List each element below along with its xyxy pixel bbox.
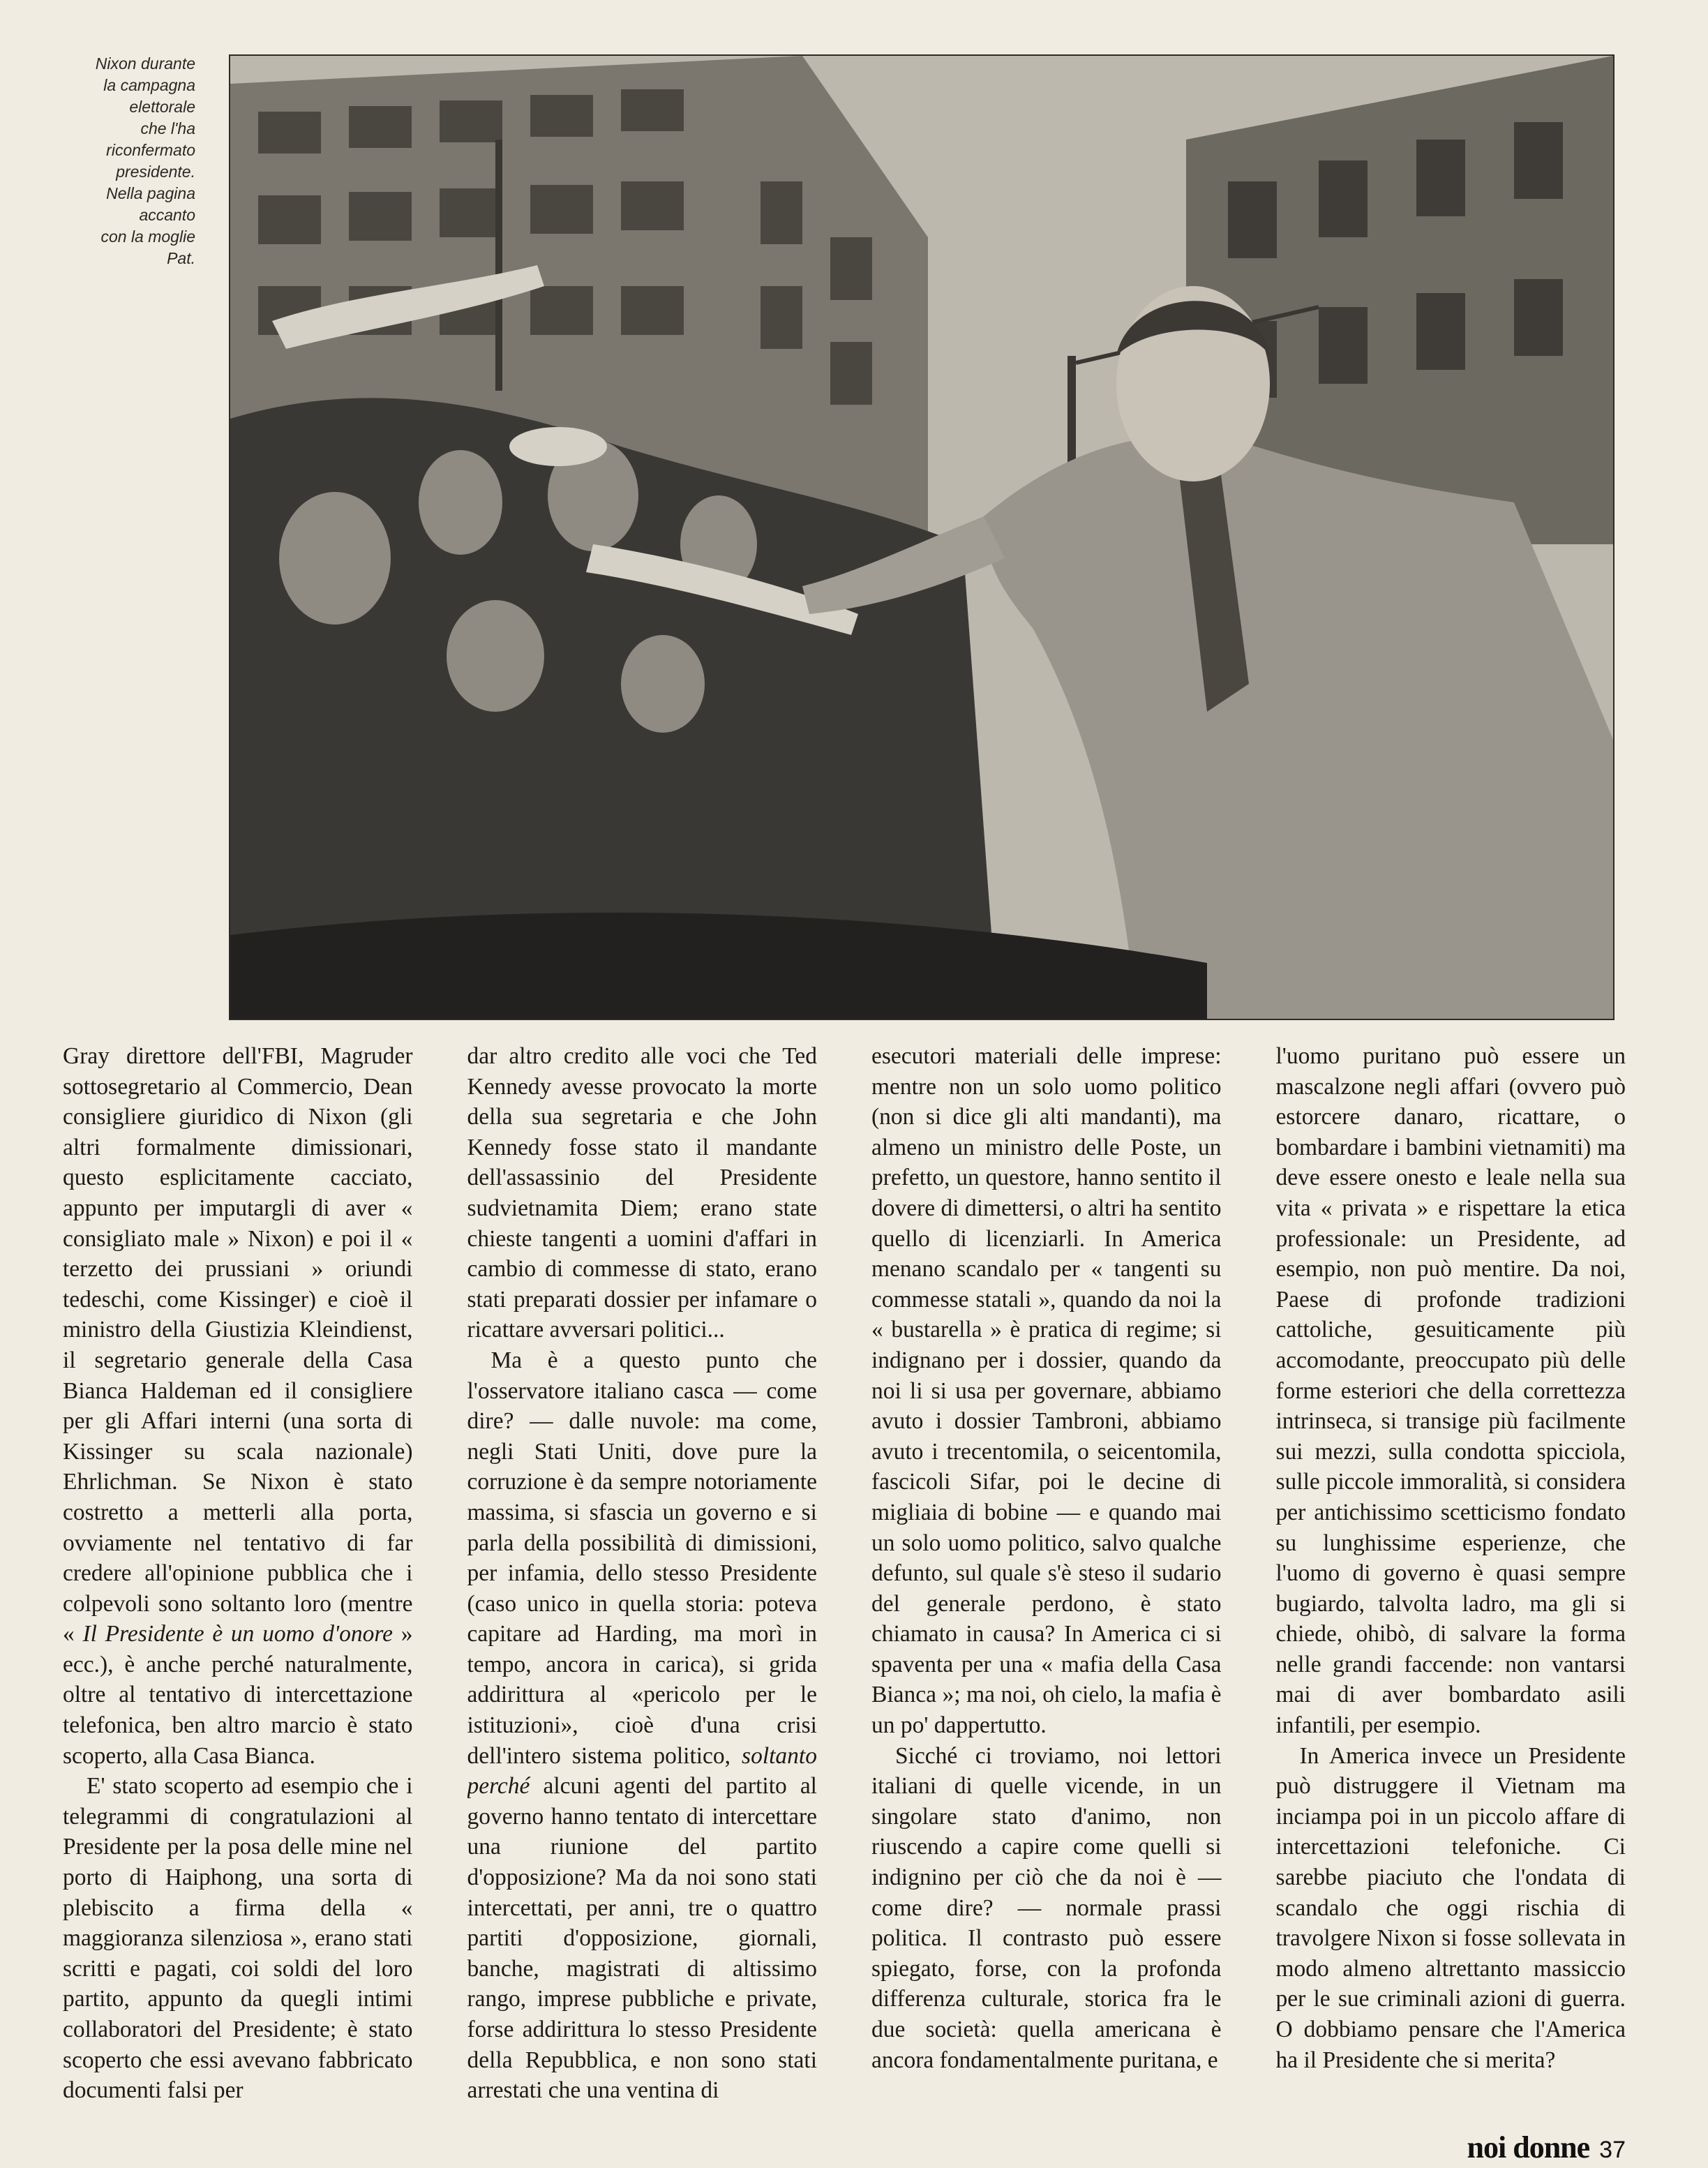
caption-line: Nella pagina <box>106 184 195 202</box>
paragraph: Ma è a questo punto che l'osservatore italiano casca — come dire? — dalle nuvole: ma come, negli Stati Uniti, dove pure la corruzione è da sempre notoriamente massima, si sfascia un governo e si parla della possibilità di dimissioni, per infamia, dello stesso Presidente (caso unico in quella storia: poteva capitare ad Harding, ma morì in tempo, ancora in carica), si grida addirittura al «pericolo per le istituzioni», cioè d'una crisi dell'intero sistema politico, soltanto perché alcuni agenti del partito al governo hanno tentato di intercettare una riunione del partito d'opposizione? Ma da noi sono stati intercettati, per anni, tre o quattro partiti d'opposizione, giornali, banche, magistrati di altissimo rango, imprese pubbliche e private, forse addirittura lo stesso Presidente della Repubblica, e non sono stati arrestati che una ventina di <box>467 1347 817 2104</box>
caption-line: con la moglie <box>100 227 195 246</box>
caption-line: presidente. <box>116 163 195 181</box>
article-column-2 <box>467 1041 818 2112</box>
paragraph: l'uomo puritano può essere un mascalzone negli affari (ovvero può estorcere danaro, ricattare, o bombardare i bambini vietnamiti) ma deve essere onesto e leale nella sua vita « privata » e rispettare la etica professionale: un Presidente, ad esempio, non può mentire. Da noi, Paese di profonde tradizioni cattoliche, gesuiticamente più accomodante, preoccupato più delle forme esteriori che della correttezza intrinseca, si transige più facilmente sui mezzi, sulla condotta spicciola, sulle piccole immoralità, si considera per antichissimo scetticismo fondato su lunghissime esperienze, che l'uomo di governo è quasi sempre bugiardo, talvolta ladro, ma gli si chiede, ohibò, di salvare la forma nelle grandi faccende: non vantarsi mai di aver bombardato asili infantili, per esempio. <box>1275 1043 1626 1739</box>
paragraph: Gray direttore dell'FBI, Magruder sottosegretario al Commercio, Dean consigliere giuridico di Nixon (gli altri formalmente dimissionari, questo esplicitamente cacciato, appunto per imputargli di aver « consigliato male » Nixon) e poi il « terzetto dei prussiani » oriundi tedeschi, come Kissinger) e cioè il ministro della Giustizia Kleindienst, il segretario generale della Casa Bianca Haldeman ed il consigliere per gli Affari interni (una sorta di Kissinger su scala nazionale) Ehrlichman. Se Nixon è stato costretto a metterli alla porta, ovviamente nel tentativo di far credere all'opinione pubblica che i colpevoli sono soltanto loro (mentre « Il Presidente è un uomo d'onore » ecc.), è anche perché naturalmente, oltre al tentativo di intercettazione telefonica, ben altro marcio è stato scoperto, alla Casa Bianca. <box>63 1043 413 1769</box>
article-column-3 <box>871 1041 1222 2112</box>
paragraph: dar altro credito alle voci che Ted Kennedy avesse provocato la morte della sua segretaria e che John Kennedy fosse stato il mandante dell'assassinio del Presidente sudvietnamita Diem; erano state chieste tangenti a uomini d'affari in cambio di commesse di stato, erano stati preparati dossier per infamare o ricattare avversari politici... <box>467 1043 817 1343</box>
caption-line: che l'ha <box>140 119 195 137</box>
photo-caption <box>21 53 195 269</box>
italic-emphasis: soltanto perché <box>467 1742 817 1800</box>
paragraph: In America invece un Presidente può distruggere il Vietnam ma inciampa poi in un piccolo affare di intercettazioni telefoniche. Ci sarebbe piaciuto che l'ondata di scandalo che oggi rischia di travolgere Nixon si fosse sollevata in modo almeno altrettanto massiccio per le sue criminali azioni di guerra. O dobbiamo pensare che l'America ha il Presidente che si merita? <box>1275 1742 1626 2073</box>
caption-line: elettorale <box>129 98 195 116</box>
caption-line: Nixon durante <box>95 54 195 73</box>
italic-quote: Il Presidente è un uomo d'onore <box>82 1621 394 1647</box>
paragraph: Sicché ci troviamo, noi lettori italiani di quelle vicende, in un singolare stato d'animo, non riuscendo a capire come quelli si indignino per ciò che da noi è — come dire? — normale prassi politica. Il contrasto può essere spiegato, forse, con la profonda differenza culturale, storica fra le due società: quella americana è ancora fondamentalmente puritana, e <box>871 1742 1222 2073</box>
magazine-logo: noi donne <box>1467 2130 1590 2165</box>
campaign-photo <box>229 54 1615 1020</box>
caption-line: riconfermato <box>106 141 195 159</box>
caption-line: la campagna <box>103 76 195 94</box>
article-body <box>63 1041 1626 2112</box>
article-column-1 <box>63 1041 413 2112</box>
campaign-photo-illustration <box>230 56 1613 1019</box>
paragraph: E' stato scoperto ad esempio che i telegrammi di congratulazioni al Presidente per la posa delle mine nel porto di Haiphong, una sorta di plebiscito a firma della « maggioranza silenziosa », erano stati scritti e pagati, coi soldi del loro partito, appunto da quegli intimi collaboratori del Presidente; è stato scoperto che essi avevano fabbricato documenti falsi per <box>63 1773 413 2104</box>
page-footer <box>1467 2130 1626 2165</box>
page-number: 37 <box>1599 2137 1626 2163</box>
paragraph: esecutori materiali delle imprese: mentre non un solo uomo politico (non si dice gli alti mandanti), ma almeno un ministro delle Poste, un prefetto, un questore, hanno sentito il dovere di dimettersi, o altri ha sentito quello di licenziarli. In America menano scandalo per « tangenti su commesse statali », quando da noi la « bustarella » è pratica di regime; si indignano per i dossier, quando da noi li si usa per governare, abbiamo avuto i dossier Tambroni, abbiamo avuto i trecentomila, o seicentomila, fascicoli Sifar, poi le decine di migliaia di bobine — e quando mai un solo uomo politico, salvo qualche defunto, sul quale s'è steso il sudario del generale perdono, è stato chiamato in causa? In America ci si spaventa per una « mafia della Casa Bianca »; ma noi, oh cielo, la mafia è un po' dappertutto. <box>871 1043 1222 1739</box>
article-column-4 <box>1276 1041 1626 2112</box>
caption-line: accanto <box>139 206 195 224</box>
caption-line: Pat. <box>167 249 195 267</box>
